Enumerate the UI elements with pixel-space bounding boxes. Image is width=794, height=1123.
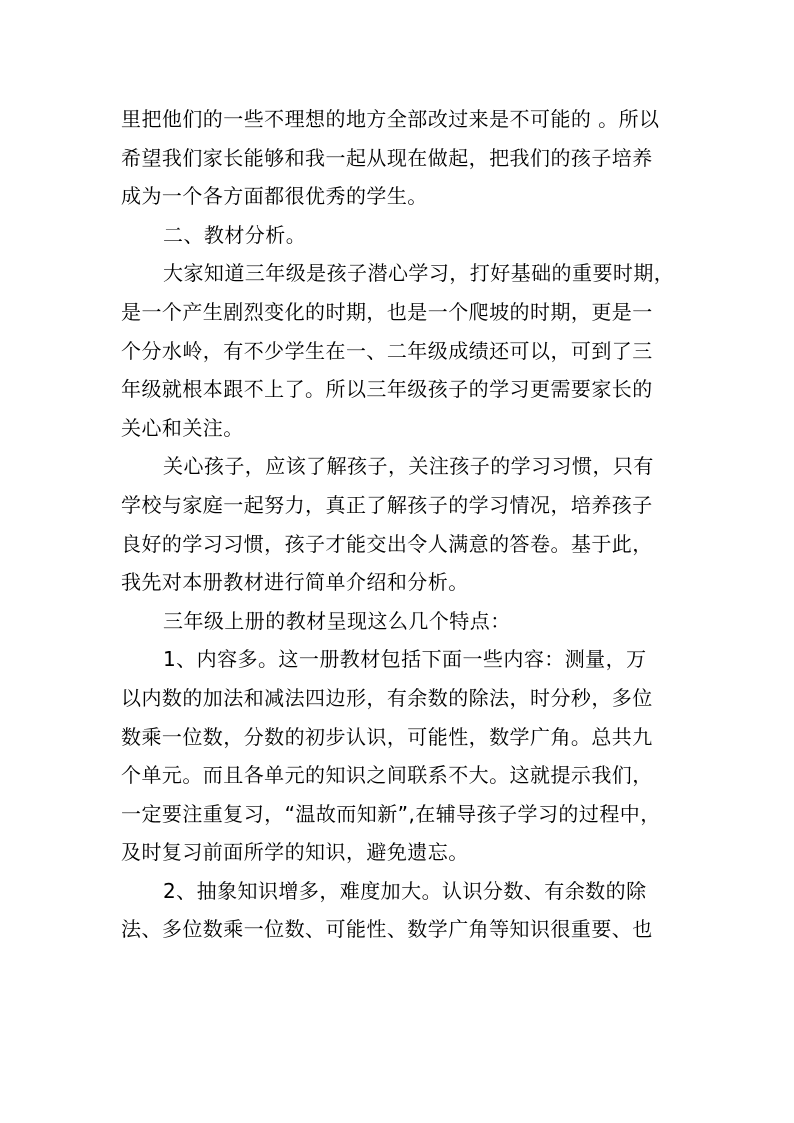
text-line: 成为一个各方面都很优秀的学生。 [121, 184, 428, 209]
text-line: 三年级上册的教材呈现这么几个特点： [163, 608, 511, 633]
text-line: 数乘一位数，分数的初步认识，可能性，数学广角。总共九 [121, 724, 653, 749]
text-line: 2、抽象知识增多，难度加大。认识分数、有余数的除 [163, 878, 647, 903]
text-line: 法、多位数乘一位数、可能性、数学广角等知识很重要、也 [121, 917, 653, 942]
text-line: 关心和关注。 [121, 415, 244, 440]
text-line: 个分水岭，有不少学生在一、二年级成绩还可以，可到了三 [121, 338, 653, 363]
text-line: 学校与家庭一起努力，真正了解孩子的学习情况，培养孩子 [121, 492, 653, 517]
text-line: 里把他们的一些不理想的地方全部改过来是不可能的 。所以 [121, 107, 660, 131]
text-line: 我先对本册教材进行简单介绍和分析。 [121, 570, 469, 595]
text-line: 及时复习前面所学的知识，避免遗忘。 [121, 840, 469, 865]
text-line: 良好的学习习惯，孩子才能交出令人满意的答卷。基于此， [121, 531, 653, 556]
text-line: 大家知道三年级是孩子潜心学习，打好基础的重要时期， [163, 261, 675, 286]
document-body [121, 100, 681, 949]
section-heading: 二、教材分析。 [163, 222, 307, 247]
text-line: 希望我们家长能够和我一起从现在做起，把我们的孩子培养 [121, 145, 653, 170]
text-line: 以内数的加法和减法四边形，有余数的除法，时分秒，多位 [121, 685, 653, 710]
text-line: 一定要注重复习，“温故而知新”,在辅导孩子学习的过程中， [121, 801, 661, 826]
text-line: 1、内容多。这一册教材包括下面一些内容：测量，万 [163, 647, 647, 672]
text-line: 关心孩子，应该了解孩子，关注孩子的学习习惯，只有 [163, 454, 654, 479]
text-line: 年级就根本跟不上了。所以三年级孩子的学习更需要家长的 [121, 377, 653, 402]
text-line: 个单元。而且各单元的知识之间联系不大。这就提示我们， [121, 763, 653, 788]
text-line: 是一个产生剧烈变化的时期，也是一个爬坡的时期，更是一 [121, 299, 653, 324]
